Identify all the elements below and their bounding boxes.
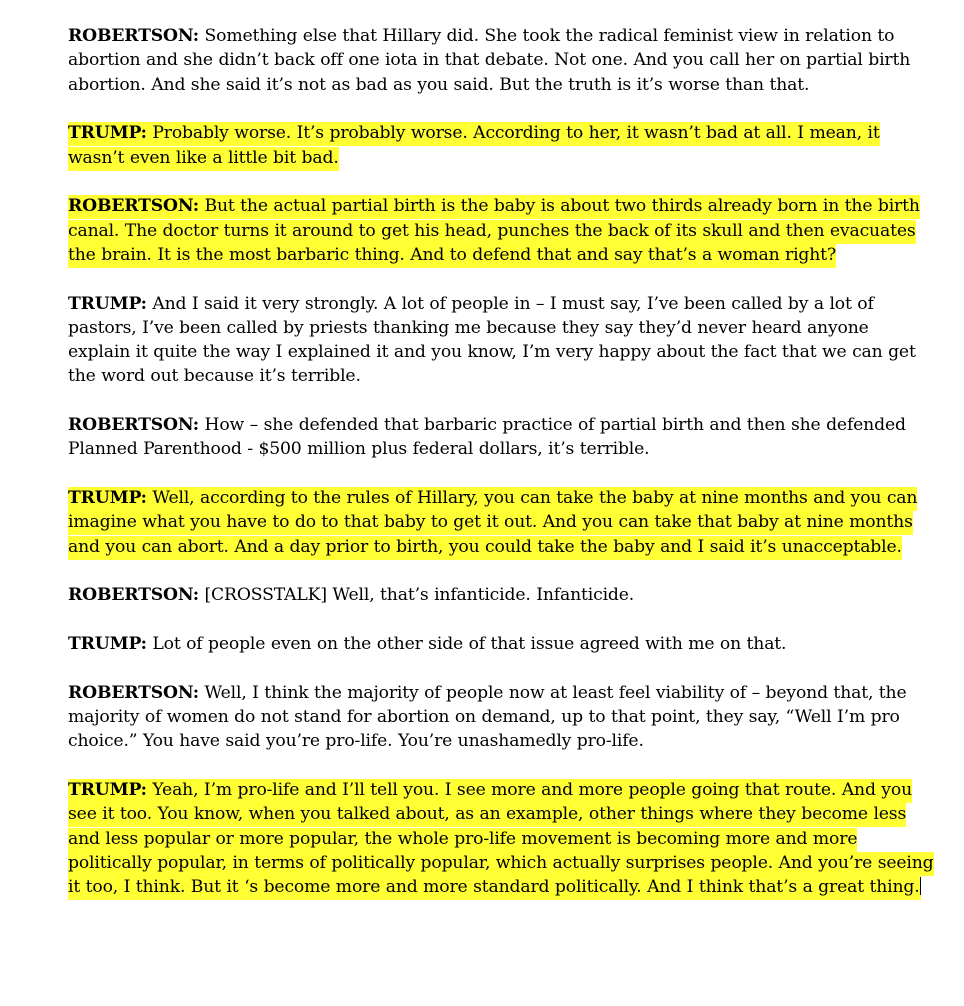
paragraph-text: [CROSSTALK] Well, that’s infanticide. Infanticide. xyxy=(198,585,635,606)
speaker-label: ROBERTSON: xyxy=(68,585,199,606)
transcript-paragraph-robertson-4 xyxy=(68,583,936,607)
transcript-paragraph-trump-4 xyxy=(68,632,936,656)
speaker-label: TRUMP: xyxy=(68,780,147,801)
transcript-paragraph-robertson-1 xyxy=(68,24,936,97)
speaker-label: ROBERTSON: xyxy=(68,415,199,436)
paragraph-text: And I said it very strongly. A lot of people in – I must say, I’ve been called by a lot of pastors, I’ve been called by priests thanking me because they say they’d never heard anyone explain it quite the way I explained it and you know, I’m very happy about the fact that we can get the word out because it’s terrible. xyxy=(68,293,916,387)
speaker-label: TRUMP: xyxy=(68,634,147,655)
transcript-paragraph-trump-5 xyxy=(68,778,936,899)
speaker-label: ROBERTSON: xyxy=(68,682,199,703)
transcript-paragraph-robertson-2 xyxy=(68,194,936,267)
transcript-paragraph-robertson-5 xyxy=(68,681,936,754)
speaker-label: TRUMP: xyxy=(68,488,147,509)
speaker-label: ROBERTSON: xyxy=(68,196,199,217)
speaker-label: TRUMP: xyxy=(68,123,147,144)
transcript-paragraph-trump-2 xyxy=(68,292,936,389)
paragraph-text: Yeah, I’m pro-life and I’ll tell you. I see more and more people going that route. And you see it too. You know, when you talked about, as an example, other things where they become less and less popular or more popular, the whole pro-life movement is becoming more and more politically popular, in terms of politically popular, which actually surprises people. And you’re seeing it too, I think. But it ‘s become more and more standard politically. And I think that’s a great thing. xyxy=(68,780,934,898)
speaker-label: ROBERTSON: xyxy=(68,26,199,46)
paragraph-text: Something else that Hillary did. She took the radical feminist view in relation to abortion and she didn’t back off one iota in that debate. Not one. And you call her on partial birth abortion. And she said it’s not as bad as you said. But the truth is it’s worse than that. xyxy=(68,26,911,95)
paragraph-text: Well, I think the majority of people now at least feel viability of – beyond that, the majority of women do not stand for abortion on demand, up to that point, they say, “Well I’m pro choice.” You have said you’re pro-life. You’re unashamedly pro-life. xyxy=(68,682,907,752)
paragraph-text: How – she defended that barbaric practice of partial birth and then she defended Planned Parenthood - $500 million plus federal dollars, it’s terrible. xyxy=(68,415,906,460)
transcript-paragraph-robertson-3 xyxy=(68,413,936,462)
transcript-paragraph-trump-3 xyxy=(68,486,936,559)
text-cursor xyxy=(920,877,921,895)
speaker-label: TRUMP: xyxy=(68,293,147,314)
transcript-page xyxy=(68,24,936,924)
transcript-paragraph-trump-1 xyxy=(68,121,936,170)
paragraph-text: But the actual partial birth is the baby is about two thirds already born in the birth canal. The doctor turns it around to get his head, punches the back of its skull and then evacuates the brain. It is the most barbaric thing. And to defend that and say that’s a woman right? xyxy=(68,196,920,265)
paragraph-text: Lot of people even on the other side of that issue agreed with me on that. xyxy=(146,634,787,655)
paragraph-text: Well, according to the rules of Hillary, you can take the baby at nine months and you can imagine what you have to do to that baby to get it out. And you can take that baby at nine months and you can abort. And a day prior to birth, you could take the baby and I said it’s unacceptable. xyxy=(68,488,918,557)
paragraph-text: Probably worse. It’s probably worse. According to her, it wasn’t bad at all. I mean, it wasn’t even like a little bit bad. xyxy=(68,123,880,168)
